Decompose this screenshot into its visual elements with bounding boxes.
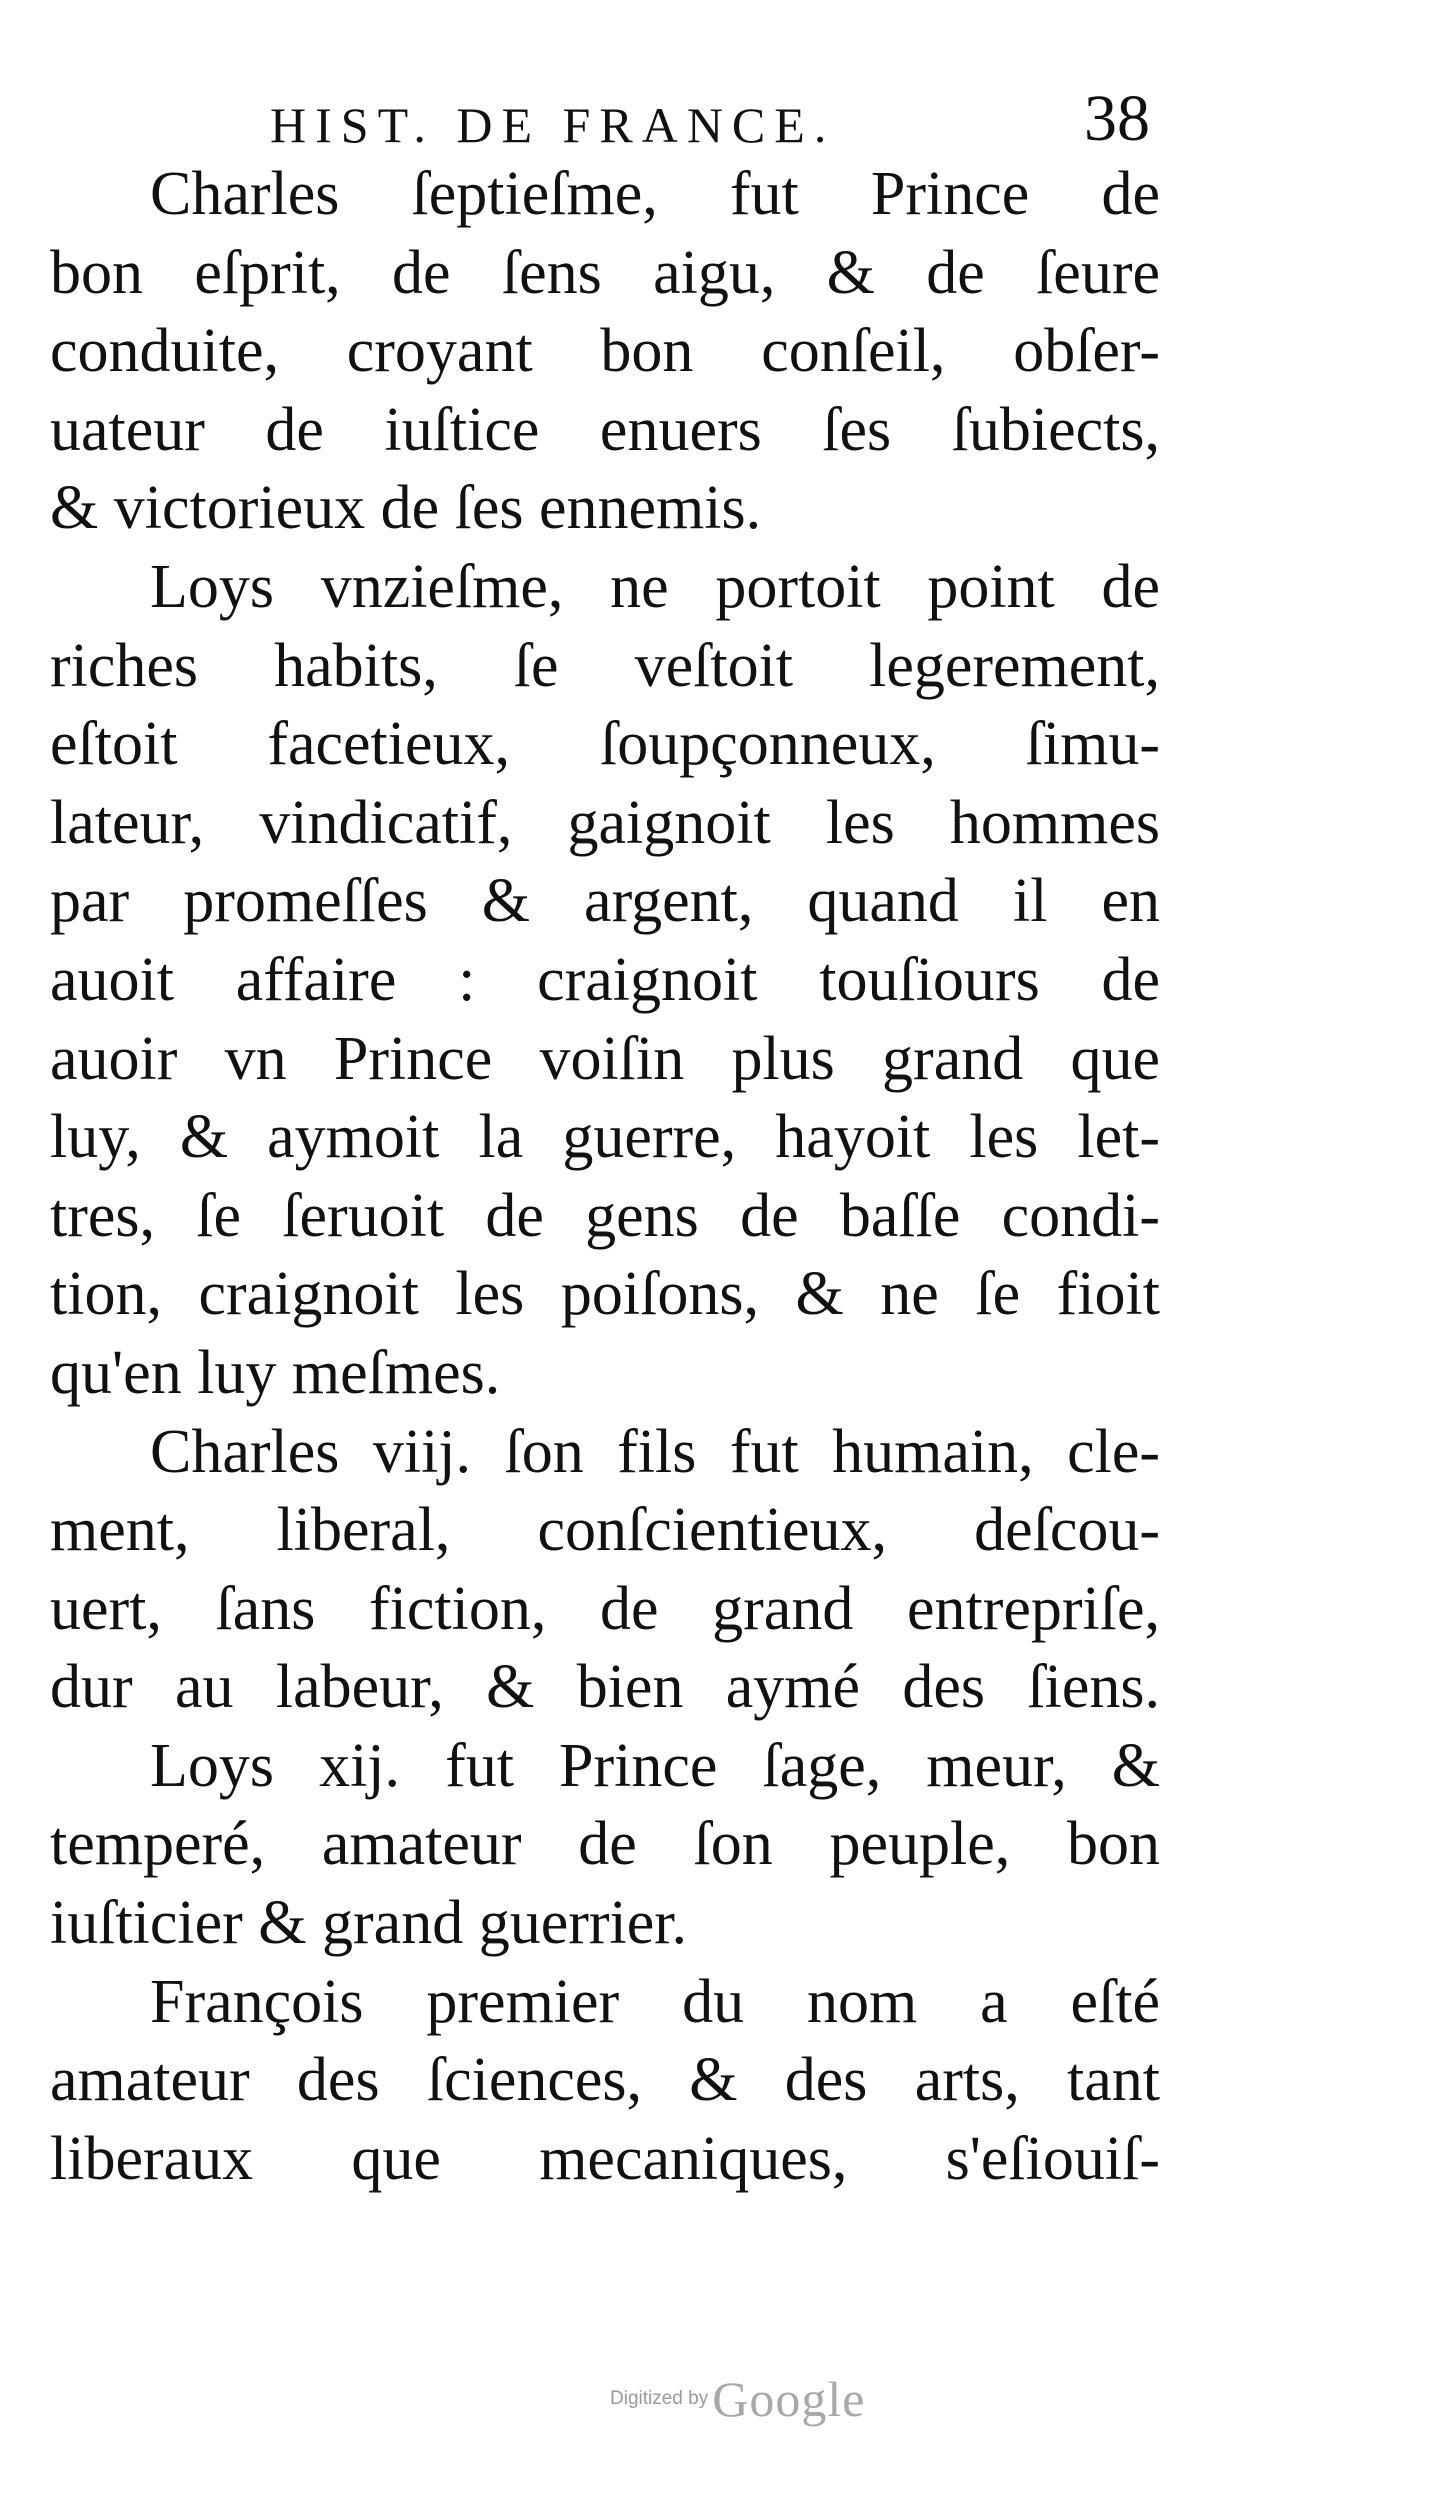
text-line: eſtoit facetieux, ſoupçonneux, ſimu-: [50, 710, 1160, 779]
text-line: conduite, croyant bon conſeil, obſer-: [50, 317, 1160, 386]
text-line: riches habits, ſe veſtoit legerement,: [50, 631, 1160, 700]
text-line: auoir vn Prince voiſin plus grand que: [50, 1024, 1160, 1093]
page-number: 38: [1084, 82, 1150, 155]
text-line: & victorieux de ſes ennemis.: [50, 474, 762, 543]
text-line: uateur de iuſtice enuers ſes ſubiects,: [50, 395, 1160, 464]
text-line: Charles viij. ſon fils fut humain, cle-: [150, 1417, 1160, 1486]
text-line: ment, liberal, conſcientieux, deſcou-: [50, 1496, 1160, 1565]
text-line: François premier du nom a eſté: [150, 1967, 1160, 2036]
text-line: amateur des ſciences, & des arts, tant: [50, 2046, 1160, 2115]
text-line: dur au labeur, & bien aymé des ſiens.: [50, 1653, 1160, 1722]
google-logo: Google: [712, 2371, 866, 2427]
text-line: tres, ſe ſeruoit de gens de baſſe condi-: [50, 1181, 1160, 1250]
text-line: auoit affaire : craignoit touſiours de: [50, 945, 1160, 1014]
digitized-by-label: Digitized by: [610, 2388, 709, 2409]
page-header: [270, 82, 1150, 165]
text-line: par promeſſes & argent, quand il en: [50, 867, 1160, 936]
text-line: lateur, vindicatif, gaignoit les hommes: [50, 788, 1160, 857]
text-line: qu'en luy meſmes.: [50, 1338, 501, 1407]
digitization-watermark: [610, 2370, 950, 2430]
text-line: Loys vnzieſme, ne portoit point de: [150, 552, 1160, 621]
text-line: tion, craignoit les poiſons, & ne ſe fioit: [50, 1260, 1160, 1329]
body-text: [50, 155, 1160, 2198]
text-line: Loys xij. fut Prince ſage, meur, &: [150, 1731, 1160, 1800]
text-line: Charles ſeptieſme, fut Prince de: [150, 160, 1160, 228]
text-line: bon eſprit, de ſens aigu, & de ſeure: [50, 238, 1160, 307]
text-line: uert, ſans fiction, de grand entrepriſe,: [50, 1574, 1160, 1643]
text-line: temperé, amateur de ſon peuple, bon: [50, 1810, 1160, 1879]
running-title: HIST. DE FRANCE.: [270, 97, 836, 153]
text-line: iuſticier & grand guerrier.: [50, 1889, 687, 1958]
text-line: luy, & aymoit la guerre, hayoit les let-: [50, 1103, 1160, 1172]
text-line: liberaux que mecaniques, s'eſiouiſ-: [50, 2124, 1160, 2193]
